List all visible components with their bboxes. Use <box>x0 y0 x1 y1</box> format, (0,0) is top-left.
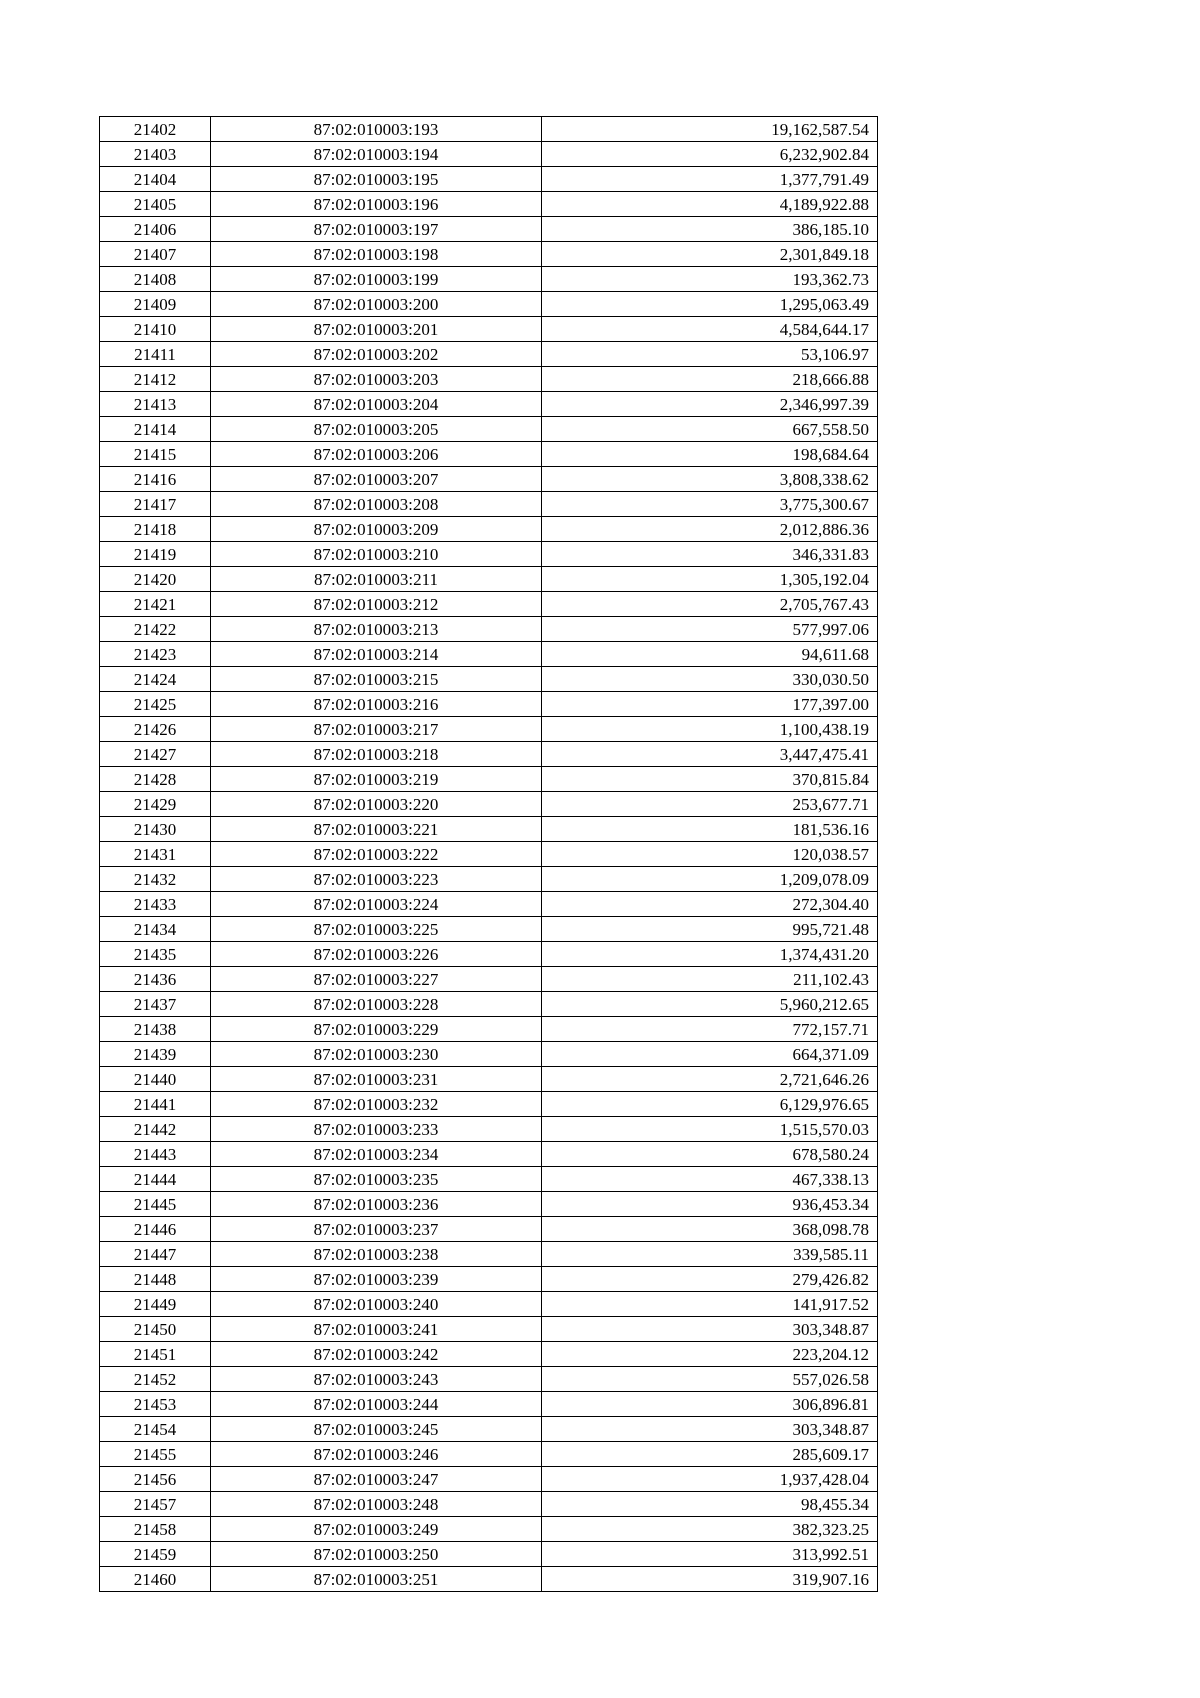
table-row <box>100 267 878 292</box>
table-row <box>100 667 878 692</box>
cadastral-number-cell: 87:02:010003:222 <box>211 842 542 867</box>
value-cell: 2,012,886.36 <box>542 517 878 542</box>
cadastral-number-cell: 87:02:010003:195 <box>211 167 542 192</box>
table-row <box>100 617 878 642</box>
cadastral-number-cell: 87:02:010003:215 <box>211 667 542 692</box>
cadastral-number-cell: 87:02:010003:223 <box>211 867 542 892</box>
row-number-cell: 21458 <box>100 1517 211 1542</box>
value-cell: 577,997.06 <box>542 617 878 642</box>
table-row <box>100 1492 878 1517</box>
value-cell: 120,038.57 <box>542 842 878 867</box>
cadastral-number-cell: 87:02:010003:208 <box>211 492 542 517</box>
row-number-cell: 21445 <box>100 1192 211 1217</box>
value-cell: 936,453.34 <box>542 1192 878 1217</box>
value-cell: 306,896.81 <box>542 1392 878 1417</box>
value-cell: 772,157.71 <box>542 1017 878 1042</box>
table-row <box>100 467 878 492</box>
cadastral-number-cell: 87:02:010003:219 <box>211 767 542 792</box>
value-cell: 223,204.12 <box>542 1342 878 1367</box>
table-row <box>100 1442 878 1467</box>
cadastral-number-cell: 87:02:010003:230 <box>211 1042 542 1067</box>
table-row <box>100 1067 878 1092</box>
value-cell: 98,455.34 <box>542 1492 878 1517</box>
table-row <box>100 442 878 467</box>
table-row <box>100 242 878 267</box>
cadastral-number-cell: 87:02:010003:206 <box>211 442 542 467</box>
cadastral-number-cell: 87:02:010003:216 <box>211 692 542 717</box>
row-number-cell: 21420 <box>100 567 211 592</box>
row-number-cell: 21460 <box>100 1567 211 1592</box>
row-number-cell: 21448 <box>100 1267 211 1292</box>
row-number-cell: 21434 <box>100 917 211 942</box>
cadastral-number-cell: 87:02:010003:226 <box>211 942 542 967</box>
row-number-cell: 21418 <box>100 517 211 542</box>
value-cell: 557,026.58 <box>542 1367 878 1392</box>
row-number-cell: 21457 <box>100 1492 211 1517</box>
table-row <box>100 1567 878 1592</box>
row-number-cell: 21459 <box>100 1542 211 1567</box>
table-row <box>100 192 878 217</box>
table-row <box>100 1017 878 1042</box>
table-row <box>100 1467 878 1492</box>
table-row <box>100 1242 878 1267</box>
value-cell: 995,721.48 <box>542 917 878 942</box>
row-number-cell: 21437 <box>100 992 211 1017</box>
cadastral-number-cell: 87:02:010003:231 <box>211 1067 542 1092</box>
row-number-cell: 21425 <box>100 692 211 717</box>
row-number-cell: 21432 <box>100 867 211 892</box>
cadastral-number-cell: 87:02:010003:236 <box>211 1192 542 1217</box>
cadastral-number-cell: 87:02:010003:244 <box>211 1392 542 1417</box>
cadastral-number-cell: 87:02:010003:210 <box>211 542 542 567</box>
value-cell: 386,185.10 <box>542 217 878 242</box>
cadastral-number-cell: 87:02:010003:248 <box>211 1492 542 1517</box>
value-cell: 664,371.09 <box>542 1042 878 1067</box>
value-cell: 4,584,644.17 <box>542 317 878 342</box>
table-row <box>100 492 878 517</box>
row-number-cell: 21439 <box>100 1042 211 1067</box>
value-cell: 382,323.25 <box>542 1517 878 1542</box>
table-row <box>100 917 878 942</box>
cadastral-number-cell: 87:02:010003:214 <box>211 642 542 667</box>
value-cell: 2,301,849.18 <box>542 242 878 267</box>
value-cell: 53,106.97 <box>542 342 878 367</box>
value-cell: 2,705,767.43 <box>542 592 878 617</box>
table-row <box>100 1517 878 1542</box>
table-row <box>100 317 878 342</box>
value-cell: 3,447,475.41 <box>542 742 878 767</box>
table-row <box>100 992 878 1017</box>
row-number-cell: 21450 <box>100 1317 211 1342</box>
table-row <box>100 167 878 192</box>
cadastral-number-cell: 87:02:010003:247 <box>211 1467 542 1492</box>
row-number-cell: 21424 <box>100 667 211 692</box>
row-number-cell: 21433 <box>100 892 211 917</box>
row-number-cell: 21402 <box>100 117 211 142</box>
table-row <box>100 342 878 367</box>
value-cell: 1,377,791.49 <box>542 167 878 192</box>
table-row <box>100 1217 878 1242</box>
value-cell: 1,374,431.20 <box>542 942 878 967</box>
cadastral-number-cell: 87:02:010003:232 <box>211 1092 542 1117</box>
cadastral-value-table <box>99 116 878 1592</box>
value-cell: 193,362.73 <box>542 267 878 292</box>
row-number-cell: 21431 <box>100 842 211 867</box>
table-row <box>100 567 878 592</box>
cadastral-number-cell: 87:02:010003:200 <box>211 292 542 317</box>
cadastral-number-cell: 87:02:010003:207 <box>211 467 542 492</box>
table-row <box>100 392 878 417</box>
cadastral-number-cell: 87:02:010003:233 <box>211 1117 542 1142</box>
cadastral-number-cell: 87:02:010003:213 <box>211 617 542 642</box>
row-number-cell: 21406 <box>100 217 211 242</box>
row-number-cell: 21440 <box>100 1067 211 1092</box>
table-row <box>100 717 878 742</box>
row-number-cell: 21422 <box>100 617 211 642</box>
row-number-cell: 21421 <box>100 592 211 617</box>
table-row <box>100 1367 878 1392</box>
value-cell: 253,677.71 <box>542 792 878 817</box>
cadastral-number-cell: 87:02:010003:235 <box>211 1167 542 1192</box>
row-number-cell: 21430 <box>100 817 211 842</box>
cadastral-number-cell: 87:02:010003:193 <box>211 117 542 142</box>
value-cell: 279,426.82 <box>542 1267 878 1292</box>
table-row <box>100 692 878 717</box>
table-row <box>100 1117 878 1142</box>
cadastral-number-cell: 87:02:010003:238 <box>211 1242 542 1267</box>
row-number-cell: 21412 <box>100 367 211 392</box>
cadastral-number-cell: 87:02:010003:220 <box>211 792 542 817</box>
cadastral-number-cell: 87:02:010003:194 <box>211 142 542 167</box>
value-cell: 678,580.24 <box>542 1142 878 1167</box>
value-cell: 3,808,338.62 <box>542 467 878 492</box>
table-row <box>100 367 878 392</box>
value-cell: 218,666.88 <box>542 367 878 392</box>
table-row <box>100 767 878 792</box>
value-cell: 368,098.78 <box>542 1217 878 1242</box>
row-number-cell: 21436 <box>100 967 211 992</box>
row-number-cell: 21442 <box>100 1117 211 1142</box>
table-row <box>100 292 878 317</box>
cadastral-number-cell: 87:02:010003:249 <box>211 1517 542 1542</box>
cadastral-number-cell: 87:02:010003:202 <box>211 342 542 367</box>
table-row <box>100 942 878 967</box>
cadastral-number-cell: 87:02:010003:217 <box>211 717 542 742</box>
value-cell: 272,304.40 <box>542 892 878 917</box>
table-row <box>100 817 878 842</box>
table-body <box>100 117 878 1592</box>
table-row <box>100 967 878 992</box>
table-row <box>100 867 878 892</box>
value-cell: 2,721,646.26 <box>542 1067 878 1092</box>
value-cell: 285,609.17 <box>542 1442 878 1467</box>
cadastral-number-cell: 87:02:010003:197 <box>211 217 542 242</box>
table-row <box>100 1292 878 1317</box>
value-cell: 667,558.50 <box>542 417 878 442</box>
row-number-cell: 21423 <box>100 642 211 667</box>
cadastral-number-cell: 87:02:010003:196 <box>211 192 542 217</box>
row-number-cell: 21452 <box>100 1367 211 1392</box>
cadastral-number-cell: 87:02:010003:203 <box>211 367 542 392</box>
cadastral-number-cell: 87:02:010003:246 <box>211 1442 542 1467</box>
value-cell: 1,100,438.19 <box>542 717 878 742</box>
table-row <box>100 1542 878 1567</box>
value-cell: 4,189,922.88 <box>542 192 878 217</box>
cadastral-number-cell: 87:02:010003:211 <box>211 567 542 592</box>
cadastral-number-cell: 87:02:010003:239 <box>211 1267 542 1292</box>
cadastral-number-cell: 87:02:010003:221 <box>211 817 542 842</box>
row-number-cell: 21428 <box>100 767 211 792</box>
row-number-cell: 21403 <box>100 142 211 167</box>
value-cell: 1,209,078.09 <box>542 867 878 892</box>
row-number-cell: 21414 <box>100 417 211 442</box>
row-number-cell: 21413 <box>100 392 211 417</box>
table-row <box>100 892 878 917</box>
cadastral-number-cell: 87:02:010003:240 <box>211 1292 542 1317</box>
value-cell: 1,937,428.04 <box>542 1467 878 1492</box>
row-number-cell: 21408 <box>100 267 211 292</box>
row-number-cell: 21447 <box>100 1242 211 1267</box>
cadastral-number-cell: 87:02:010003:237 <box>211 1217 542 1242</box>
cadastral-number-cell: 87:02:010003:205 <box>211 417 542 442</box>
value-cell: 2,346,997.39 <box>542 392 878 417</box>
cadastral-number-cell: 87:02:010003:204 <box>211 392 542 417</box>
value-cell: 6,232,902.84 <box>542 142 878 167</box>
value-cell: 303,348.87 <box>542 1417 878 1442</box>
value-cell: 346,331.83 <box>542 542 878 567</box>
table-row <box>100 842 878 867</box>
table-row <box>100 142 878 167</box>
table-row <box>100 1392 878 1417</box>
cadastral-number-cell: 87:02:010003:209 <box>211 517 542 542</box>
table-row <box>100 1417 878 1442</box>
row-number-cell: 21409 <box>100 292 211 317</box>
table-row <box>100 1167 878 1192</box>
table-row <box>100 542 878 567</box>
table-row <box>100 592 878 617</box>
row-number-cell: 21454 <box>100 1417 211 1442</box>
row-number-cell: 21415 <box>100 442 211 467</box>
row-number-cell: 21444 <box>100 1167 211 1192</box>
cadastral-number-cell: 87:02:010003:250 <box>211 1542 542 1567</box>
row-number-cell: 21405 <box>100 192 211 217</box>
cadastral-number-cell: 87:02:010003:243 <box>211 1367 542 1392</box>
value-cell: 1,515,570.03 <box>542 1117 878 1142</box>
row-number-cell: 21455 <box>100 1442 211 1467</box>
value-cell: 177,397.00 <box>542 692 878 717</box>
cadastral-number-cell: 87:02:010003:234 <box>211 1142 542 1167</box>
value-cell: 6,129,976.65 <box>542 1092 878 1117</box>
row-number-cell: 21446 <box>100 1217 211 1242</box>
row-number-cell: 21435 <box>100 942 211 967</box>
table-row <box>100 1142 878 1167</box>
value-cell: 313,992.51 <box>542 1542 878 1567</box>
row-number-cell: 21419 <box>100 542 211 567</box>
cadastral-number-cell: 87:02:010003:229 <box>211 1017 542 1042</box>
row-number-cell: 21410 <box>100 317 211 342</box>
row-number-cell: 21407 <box>100 242 211 267</box>
table-row <box>100 217 878 242</box>
row-number-cell: 21411 <box>100 342 211 367</box>
cadastral-number-cell: 87:02:010003:212 <box>211 592 542 617</box>
cadastral-number-cell: 87:02:010003:198 <box>211 242 542 267</box>
row-number-cell: 21427 <box>100 742 211 767</box>
table-row <box>100 1092 878 1117</box>
row-number-cell: 21438 <box>100 1017 211 1042</box>
table-row <box>100 417 878 442</box>
table-row <box>100 792 878 817</box>
row-number-cell: 21404 <box>100 167 211 192</box>
value-cell: 303,348.87 <box>542 1317 878 1342</box>
row-number-cell: 21456 <box>100 1467 211 1492</box>
table-row <box>100 517 878 542</box>
value-cell: 467,338.13 <box>542 1167 878 1192</box>
table-row <box>100 1267 878 1292</box>
cadastral-number-cell: 87:02:010003:224 <box>211 892 542 917</box>
value-cell: 141,917.52 <box>542 1292 878 1317</box>
cadastral-number-cell: 87:02:010003:251 <box>211 1567 542 1592</box>
row-number-cell: 21417 <box>100 492 211 517</box>
cadastral-number-cell: 87:02:010003:242 <box>211 1342 542 1367</box>
cadastral-number-cell: 87:02:010003:241 <box>211 1317 542 1342</box>
table-row <box>100 1192 878 1217</box>
value-cell: 19,162,587.54 <box>542 117 878 142</box>
value-cell: 181,536.16 <box>542 817 878 842</box>
row-number-cell: 21451 <box>100 1342 211 1367</box>
cadastral-number-cell: 87:02:010003:228 <box>211 992 542 1017</box>
table-row <box>100 1042 878 1067</box>
value-cell: 5,960,212.65 <box>542 992 878 1017</box>
value-cell: 1,295,063.49 <box>542 292 878 317</box>
cadastral-number-cell: 87:02:010003:227 <box>211 967 542 992</box>
table-row <box>100 1317 878 1342</box>
row-number-cell: 21449 <box>100 1292 211 1317</box>
cadastral-number-cell: 87:02:010003:218 <box>211 742 542 767</box>
row-number-cell: 21441 <box>100 1092 211 1117</box>
cadastral-number-cell: 87:02:010003:245 <box>211 1417 542 1442</box>
table-row <box>100 642 878 667</box>
row-number-cell: 21453 <box>100 1392 211 1417</box>
table-row <box>100 742 878 767</box>
row-number-cell: 21429 <box>100 792 211 817</box>
row-number-cell: 21416 <box>100 467 211 492</box>
value-cell: 1,305,192.04 <box>542 567 878 592</box>
value-cell: 330,030.50 <box>542 667 878 692</box>
value-cell: 94,611.68 <box>542 642 878 667</box>
row-number-cell: 21426 <box>100 717 211 742</box>
value-cell: 319,907.16 <box>542 1567 878 1592</box>
cadastral-number-cell: 87:02:010003:199 <box>211 267 542 292</box>
value-cell: 370,815.84 <box>542 767 878 792</box>
value-cell: 198,684.64 <box>542 442 878 467</box>
table-row <box>100 117 878 142</box>
row-number-cell: 21443 <box>100 1142 211 1167</box>
table-row <box>100 1342 878 1367</box>
cadastral-number-cell: 87:02:010003:201 <box>211 317 542 342</box>
value-cell: 3,775,300.67 <box>542 492 878 517</box>
value-cell: 211,102.43 <box>542 967 878 992</box>
cadastral-number-cell: 87:02:010003:225 <box>211 917 542 942</box>
value-cell: 339,585.11 <box>542 1242 878 1267</box>
